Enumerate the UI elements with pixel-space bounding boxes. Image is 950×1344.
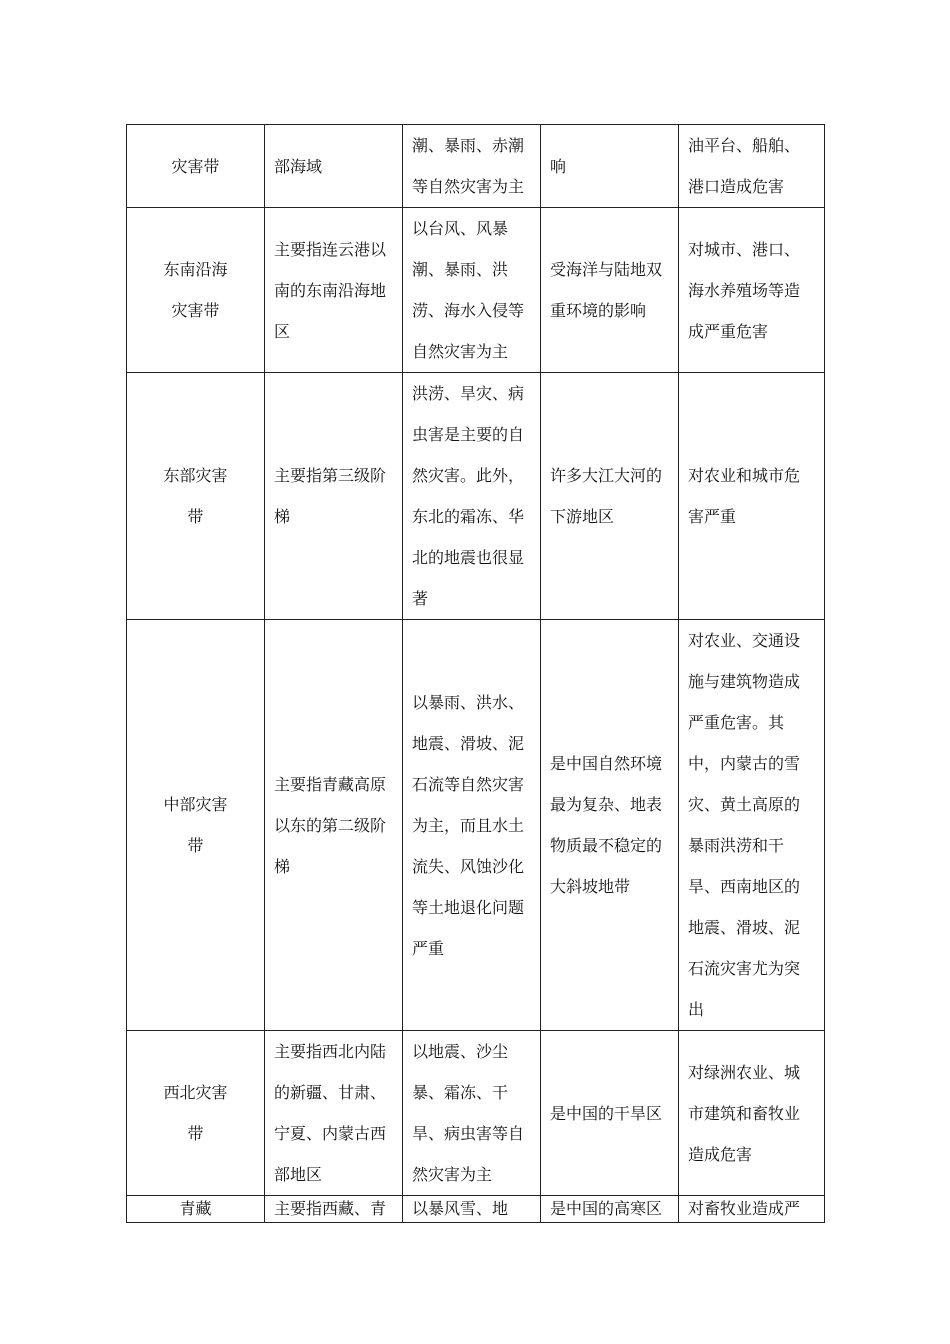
belt-impact: 对城市、港口、海水养殖场等造成严重危害 <box>688 239 801 341</box>
belt-scope: 主要指西藏、青 <box>274 1199 387 1218</box>
cause-cell <box>541 373 679 620</box>
table-row <box>127 1031 825 1196</box>
cause-cell <box>541 1031 679 1196</box>
belt-name: 东部灾害带 <box>163 466 228 526</box>
belt-scope: 部海域 <box>274 156 323 176</box>
hazards-cell <box>403 1196 541 1223</box>
cause-cell <box>541 208 679 373</box>
belt-cause: 是中国的干旱区 <box>550 1103 663 1123</box>
scope-cell <box>265 1031 403 1196</box>
belt-name-cell <box>127 208 265 373</box>
belt-cause: 是中国的高寒区 <box>550 1199 663 1218</box>
belt-scope: 主要指连云港以南的东南沿海地区 <box>274 239 387 341</box>
table-row <box>127 1196 825 1223</box>
impact-cell <box>679 1031 825 1196</box>
belt-name: 东南沿海灾害带 <box>163 260 228 320</box>
belt-scope: 主要指第三级阶梯 <box>274 466 387 526</box>
hazards-cell <box>403 1031 541 1196</box>
table-row <box>127 125 825 208</box>
hazard-belt-table <box>126 124 825 1223</box>
belt-hazards: 以台风、风暴潮、暴雨、洪涝、海水入侵等自然灾害为主 <box>412 219 525 361</box>
belt-impact: 油平台、船舶、港口造成危害 <box>688 136 801 196</box>
belt-name-cell <box>127 620 265 1031</box>
impact-cell <box>679 1196 825 1223</box>
cause-cell <box>541 125 679 208</box>
belt-impact: 对农业、交通设施与建筑物造成严重危害。其中，内蒙古的雪灾、黄土高原的暴雨洪涝和干旱、西南地区的地震、滑坡、泥石流灾害尤为突出 <box>688 631 801 1019</box>
hazards-cell <box>403 620 541 1031</box>
impact-cell <box>679 373 825 620</box>
impact-cell <box>679 125 825 208</box>
belt-name-cell <box>127 373 265 620</box>
belt-name-cell <box>127 1196 265 1223</box>
belt-impact: 对绿洲农业、城市建筑和畜牧业造成危害 <box>688 1062 801 1164</box>
belt-name-cell <box>127 1031 265 1196</box>
belt-name: 青藏 <box>179 1199 212 1218</box>
belt-impact: 对畜牧业造成严 <box>688 1199 801 1218</box>
belt-name: 中部灾害带 <box>163 795 228 855</box>
hazards-cell <box>403 125 541 208</box>
scope-cell <box>265 373 403 620</box>
scope-cell <box>265 620 403 1031</box>
belt-hazards: 以暴风雪、地 <box>412 1199 509 1218</box>
impact-cell <box>679 620 825 1031</box>
hazards-cell <box>403 373 541 620</box>
scope-cell <box>265 125 403 208</box>
belt-scope: 主要指青藏高原以东的第二级阶梯 <box>274 774 387 876</box>
table-row <box>127 620 825 1031</box>
belt-hazards: 潮、暴雨、赤潮等自然灾害为主 <box>412 136 525 196</box>
belt-hazards: 洪涝、旱灾、病虫害是主要的自然灾害。此外，东北的霜冻、华北的地震也很显著 <box>412 384 525 608</box>
belt-hazards: 以地震、沙尘暴、霜冻、干旱、病虫害等自然灾害为主 <box>412 1042 525 1184</box>
hazards-cell <box>403 208 541 373</box>
belt-name: 西北灾害带 <box>163 1083 228 1143</box>
scope-cell <box>265 1196 403 1223</box>
belt-cause: 是中国自然环境最为复杂、地表物质最不稳定的大斜坡地带 <box>550 754 663 896</box>
belt-name-cell <box>127 125 265 208</box>
belt-scope: 主要指西北内陆的新疆、甘肃、宁夏、内蒙古西部地区 <box>274 1042 387 1184</box>
belt-cause: 受海洋与陆地双重环境的影响 <box>550 260 663 320</box>
belt-impact: 对农业和城市危害严重 <box>688 466 801 526</box>
cause-cell <box>541 1196 679 1223</box>
belt-cause: 许多大江大河的下游地区 <box>550 466 663 526</box>
belt-name: 灾害带 <box>171 156 220 176</box>
impact-cell <box>679 208 825 373</box>
table-row <box>127 373 825 620</box>
belt-cause: 响 <box>550 156 567 176</box>
cause-cell <box>541 620 679 1031</box>
table-row <box>127 208 825 373</box>
scope-cell <box>265 208 403 373</box>
belt-hazards: 以暴雨、洪水、地震、滑坡、泥石流等自然灾害为主，而且水土流失、风蚀沙化等土地退化问题严重 <box>412 692 525 958</box>
